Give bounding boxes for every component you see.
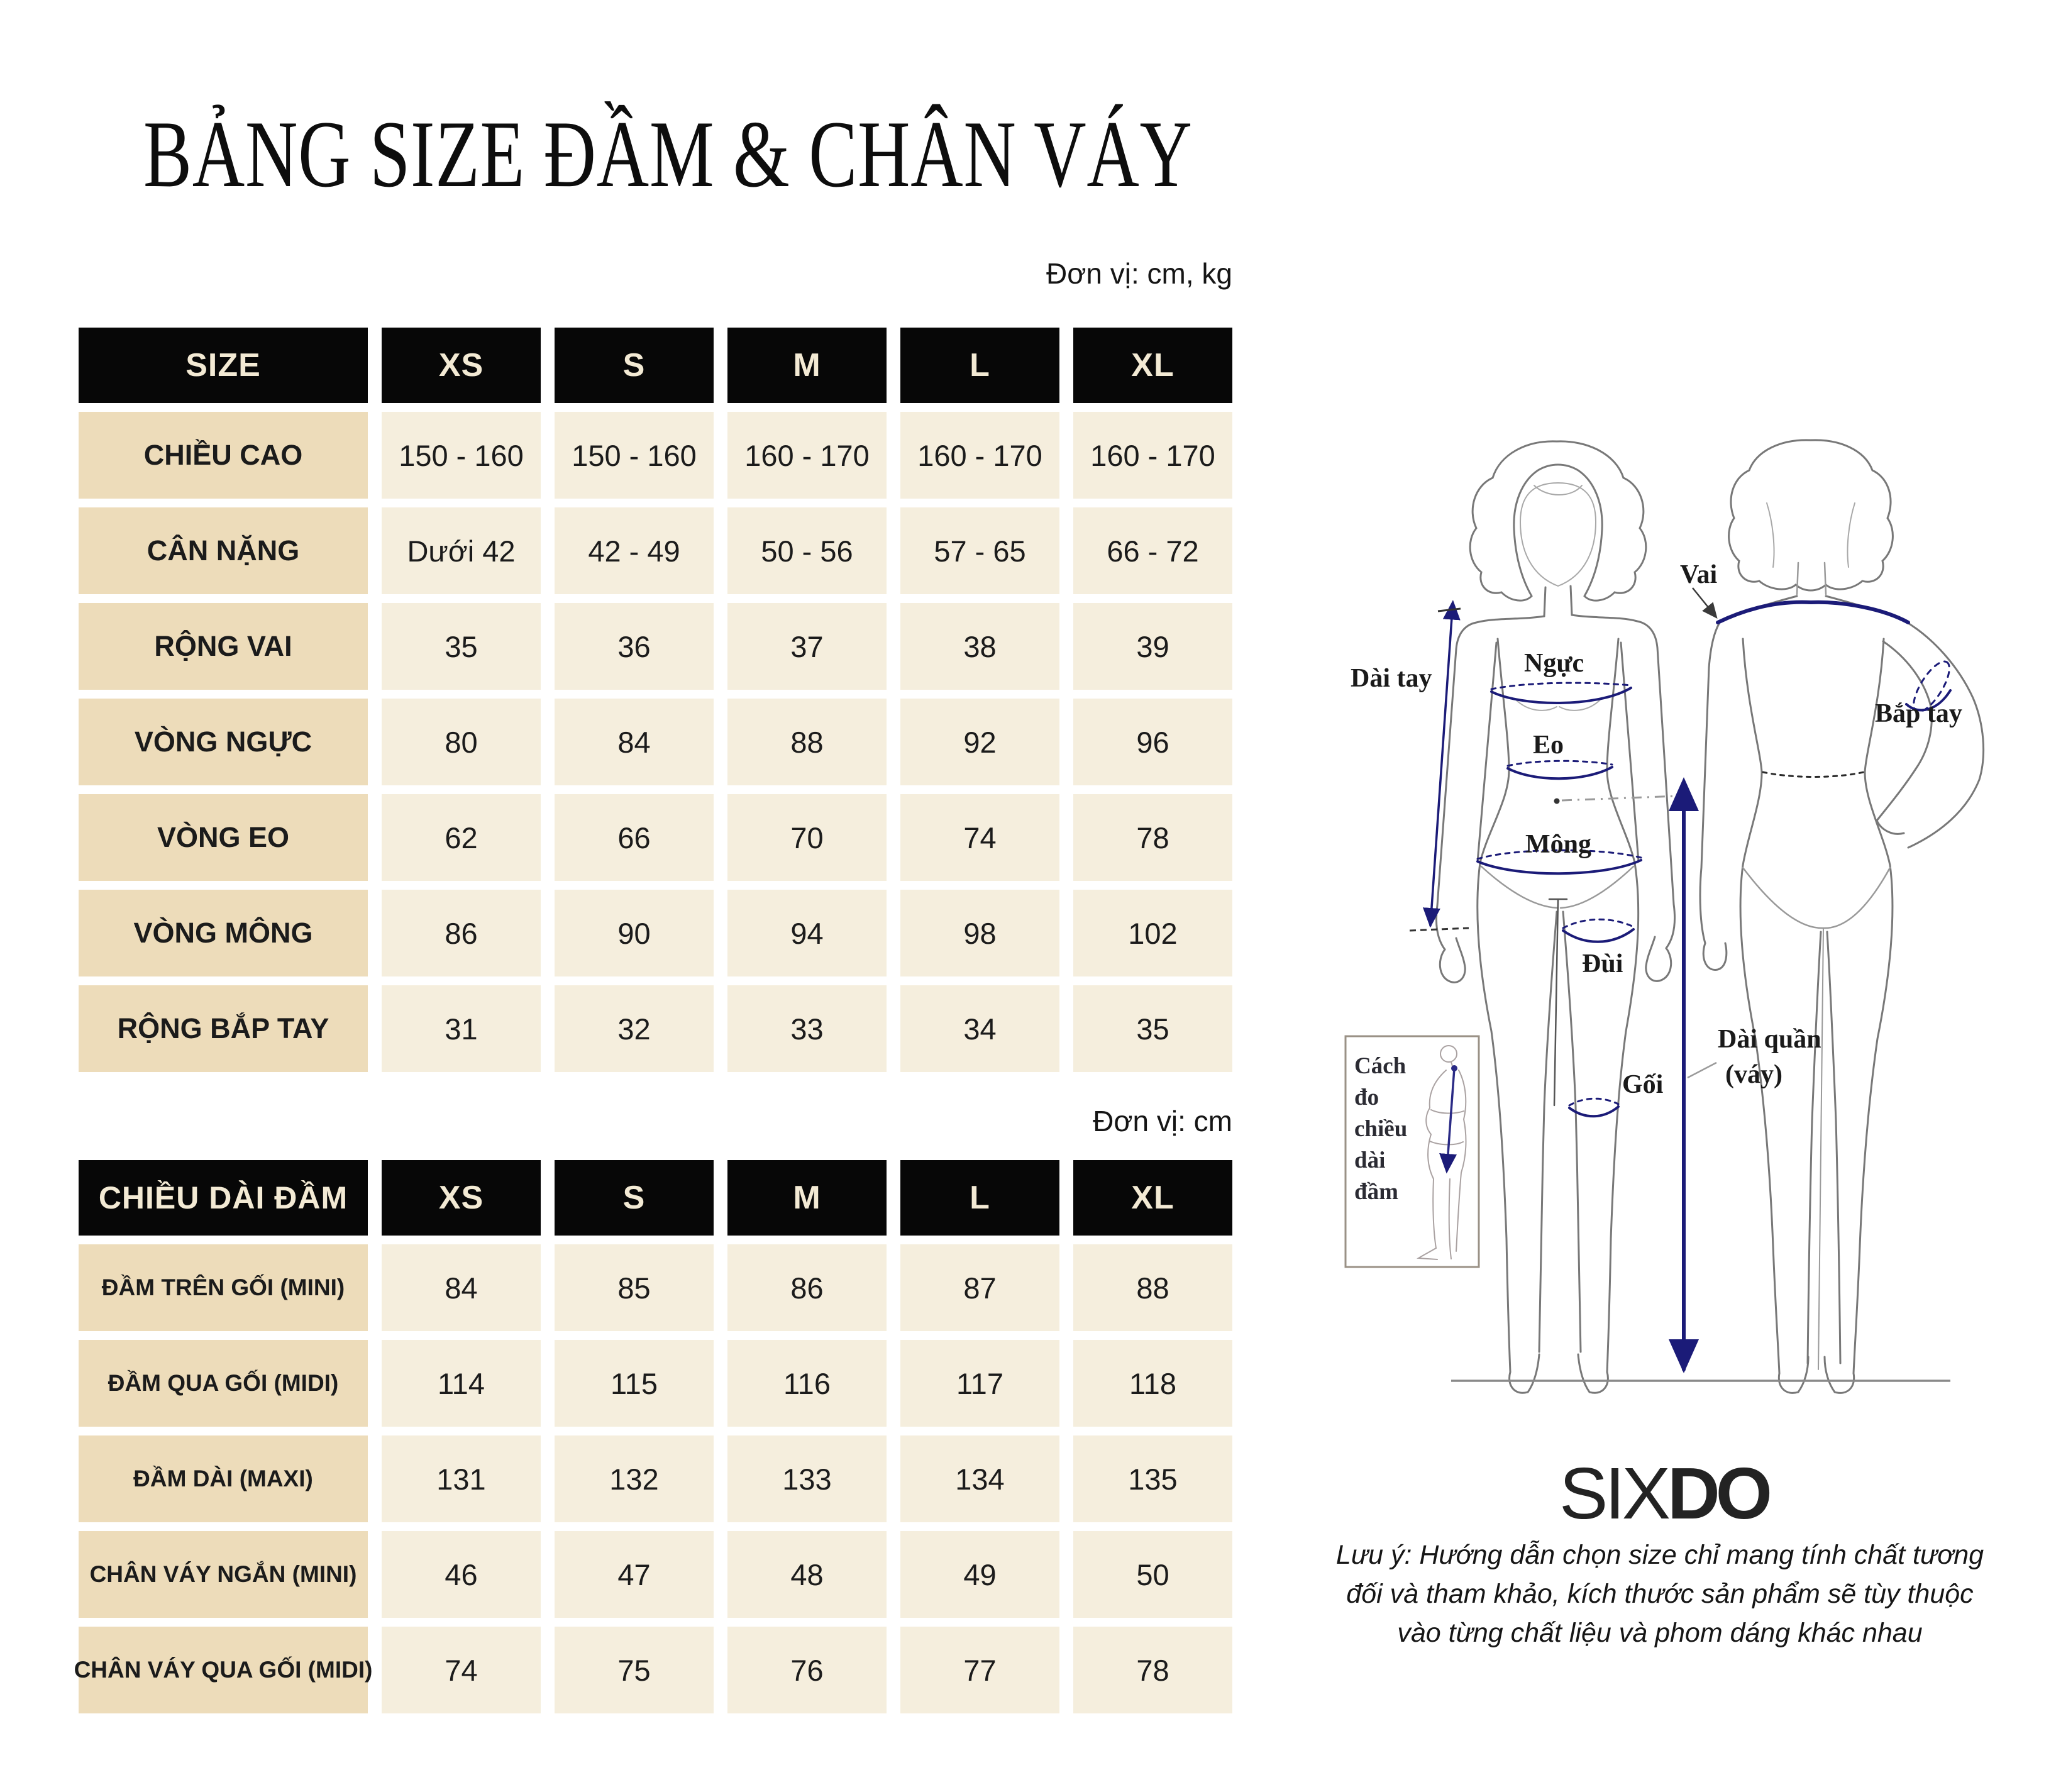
size-table-header-cell: SIZE [79, 328, 368, 403]
label-dui: Đùi [1582, 949, 1623, 978]
logo-six: SIX [1559, 1452, 1667, 1534]
dai-quan-pointer-line [1688, 1063, 1716, 1078]
size-table-row-label: VÒNG MÔNG [79, 890, 368, 976]
length-table-value: 87 [900, 1244, 1059, 1331]
length-table-value: 46 [382, 1531, 541, 1618]
size-table-row-label: RỘNG BẮP TAY [79, 985, 368, 1072]
length-table-value: 117 [900, 1340, 1059, 1427]
size-table-header-cell: M [727, 328, 887, 403]
dress-length-table [74, 1160, 1232, 1713]
inset-line: Cách [1354, 1053, 1407, 1079]
length-table-value: 135 [1073, 1435, 1232, 1522]
note-line: Lưu ý: Hướng dẫn chọn size chỉ mang tính chất tương [1335, 1540, 1984, 1570]
label-goi: Gối [1622, 1070, 1664, 1099]
size-table-row-label: RỘNG VAI [79, 603, 368, 690]
measurement-marks [1478, 602, 1956, 1117]
size-table-value: 57 - 65 [900, 507, 1059, 594]
size-table-value: 150 - 160 [382, 412, 541, 499]
length-table-value: 86 [727, 1244, 887, 1331]
inset-line: đo [1354, 1085, 1379, 1110]
size-table-value: 86 [382, 890, 541, 976]
waist-pointer-dashline [1554, 796, 1678, 804]
size-table-row-label: CHIỀU CAO [79, 412, 368, 499]
unit-note-table1: Đơn vị: cm, kg [1046, 257, 1232, 290]
size-table-header-cell: S [555, 328, 714, 403]
length-table-value: 78 [1073, 1627, 1232, 1713]
length-table-row-label: ĐẦM TRÊN GỐI (MINI) [79, 1244, 368, 1331]
length-table-value: 49 [900, 1531, 1059, 1618]
label-bap-tay: Bắp tay [1875, 699, 1962, 728]
sixdo-logo [1559, 1451, 1768, 1535]
size-table-value: 31 [382, 985, 541, 1072]
note-line: vào từng chất liệu và phom dáng khác nhau [1397, 1618, 1923, 1648]
length-table-header-cell: M [727, 1160, 887, 1236]
size-table-value: 92 [900, 699, 1059, 785]
size-table-value: 42 - 49 [555, 507, 714, 594]
length-table-value: 134 [900, 1435, 1059, 1522]
size-table-value: 80 [382, 699, 541, 785]
size-table-header-cell: XL [1073, 328, 1232, 403]
label-mong: Mông [1525, 830, 1591, 859]
length-table-header-cell: L [900, 1160, 1059, 1236]
size-table-value: 98 [900, 890, 1059, 976]
length-table-header-cell: XL [1073, 1160, 1232, 1236]
label-dai-tay: Dài tay [1351, 664, 1432, 693]
length-table-value: 88 [1073, 1244, 1232, 1331]
length-table-value: 76 [727, 1627, 887, 1713]
length-table-row-label: CHÂN VÁY QUA GỐI (MIDI) [79, 1627, 368, 1713]
page-title: BẢNG SIZE ĐẦM & CHÂN VÁY [143, 101, 1193, 207]
size-table-value: 66 - 72 [1073, 507, 1232, 594]
size-table-row-label: VÒNG NGỰC [79, 699, 368, 785]
size-table-value: 37 [727, 603, 887, 690]
note-line: đối và tham khảo, kích thước sản phẩm sẽ tùy thuộc [1346, 1579, 1974, 1609]
size-table-value: 35 [1073, 985, 1232, 1072]
length-table-row-label: CHÂN VÁY NGẮN (MINI) [79, 1531, 368, 1618]
length-table-header-cell: S [555, 1160, 714, 1236]
size-table-value: 66 [555, 794, 714, 881]
length-table-value: 77 [900, 1627, 1059, 1713]
length-table-row-label: ĐẦM QUA GỐI (MIDI) [79, 1340, 368, 1427]
body-size-table [79, 328, 1232, 1072]
length-table-value: 116 [727, 1340, 887, 1427]
length-table-value: 47 [555, 1531, 714, 1618]
unit-note-table2: Đơn vị: cm [1093, 1105, 1232, 1137]
size-table-value: 78 [1073, 794, 1232, 881]
size-table-row-label: VÒNG EO [79, 794, 368, 881]
size-table-value: 160 - 170 [727, 412, 887, 499]
size-table-value: 90 [555, 890, 714, 976]
size-table-header-cell: L [900, 328, 1059, 403]
length-table-value: 115 [555, 1340, 714, 1427]
length-table-value: 133 [727, 1435, 887, 1522]
size-table-value: 84 [555, 699, 714, 785]
size-table-value: 96 [1073, 699, 1232, 785]
size-table-value: 50 - 56 [727, 507, 887, 594]
size-table-value: 102 [1073, 890, 1232, 976]
size-table-value: 38 [900, 603, 1059, 690]
size-table-value: Dưới 42 [382, 507, 541, 594]
length-table-value: 48 [727, 1531, 887, 1618]
length-table-value: 75 [555, 1627, 714, 1713]
label-dai-quan-vay: (váy) [1725, 1060, 1782, 1089]
length-table-value: 131 [382, 1435, 541, 1522]
size-table-value: 160 - 170 [1073, 412, 1232, 499]
inset-line: chiều [1354, 1116, 1408, 1142]
inset-line: đầm [1354, 1179, 1398, 1205]
size-table-value: 88 [727, 699, 887, 785]
label-dai-quan: Dài quần [1718, 1025, 1821, 1054]
length-table-header-cell: XS [382, 1160, 541, 1236]
size-table-value: 32 [555, 985, 714, 1072]
size-table-value: 39 [1073, 603, 1232, 690]
size-table-value: 150 - 160 [555, 412, 714, 499]
length-table-header-cell: CHIỀU DÀI ĐẦM [79, 1160, 368, 1236]
label-vai: Vai [1680, 560, 1718, 589]
size-table-value: 35 [382, 603, 541, 690]
vai-pointer-arrow [1693, 588, 1716, 617]
label-nguc: Ngực [1524, 649, 1584, 678]
navel-dot [1554, 799, 1560, 804]
length-table-value: 114 [382, 1340, 541, 1427]
size-table-value: 94 [727, 890, 887, 976]
inset-line: dài [1354, 1148, 1386, 1173]
size-table-value: 33 [727, 985, 887, 1072]
size-table-header-cell: XS [382, 328, 541, 403]
length-table-value: 74 [382, 1627, 541, 1713]
length-table-value: 118 [1073, 1340, 1232, 1427]
length-table-value: 132 [555, 1435, 714, 1522]
back-figure-sketch [1700, 440, 1984, 1393]
logo-do: DO [1667, 1452, 1768, 1534]
length-table-row-label: ĐẦM DÀI (MAXI) [79, 1435, 368, 1522]
size-table-value: 34 [900, 985, 1059, 1072]
label-eo: Eo [1533, 731, 1564, 760]
size-table-value: 36 [555, 603, 714, 690]
dress-length-inset [1346, 1036, 1479, 1267]
size-table-row-label: CÂN NẶNG [79, 507, 368, 594]
disclaimer-note [1333, 1535, 1987, 1652]
length-table-value: 50 [1073, 1531, 1232, 1618]
body-measurement-diagram [1308, 428, 2031, 1408]
length-table-value: 85 [555, 1244, 714, 1331]
size-table-value: 160 - 170 [900, 412, 1059, 499]
size-table-value: 62 [382, 794, 541, 881]
size-table-value: 70 [727, 794, 887, 881]
length-table-value: 84 [382, 1244, 541, 1331]
size-table-value: 74 [900, 794, 1059, 881]
